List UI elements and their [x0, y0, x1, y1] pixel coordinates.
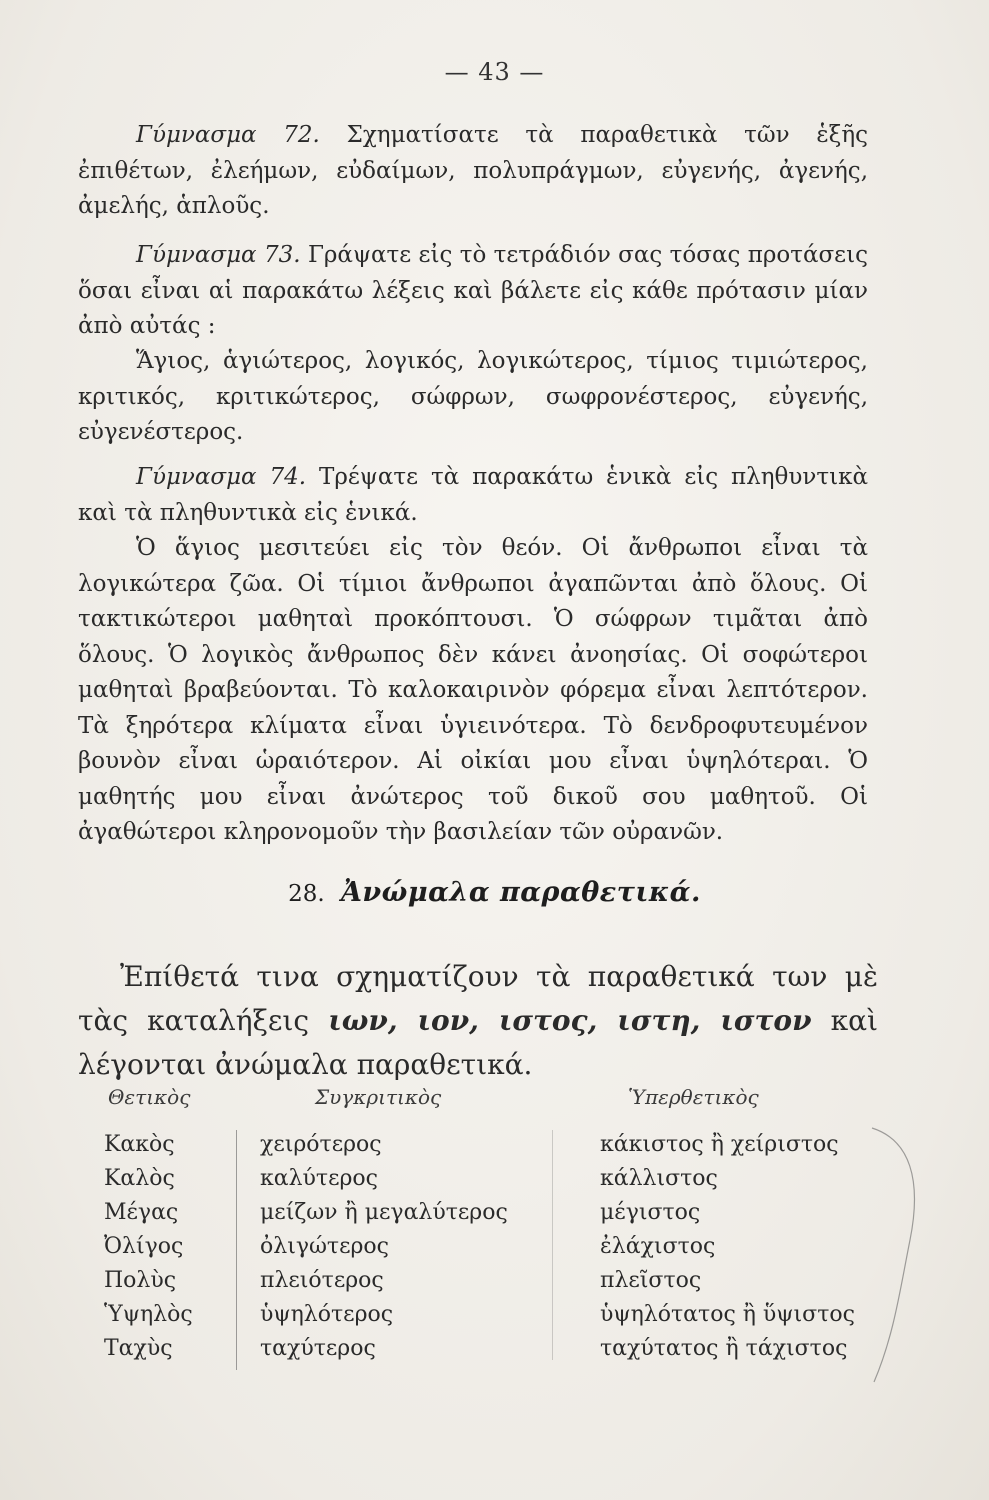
positive-cell: Πολὺς	[104, 1268, 177, 1293]
positive-cell: Μέγας	[104, 1200, 179, 1225]
positive-cell: Ὑψηλὸς	[104, 1302, 193, 1327]
comparative-cell: ὀλιγώτερος	[260, 1234, 389, 1259]
header-comparative: Συγκριτικὸς	[315, 1085, 442, 1109]
positive-cell: Κακὸς	[104, 1132, 175, 1157]
column-divider	[552, 1130, 553, 1360]
section-intro	[78, 955, 878, 1087]
column-divider	[236, 1130, 237, 1370]
positive-cell: Ὀλίγος	[104, 1234, 184, 1259]
exercise-73-title: Γύμνασμα 73.	[136, 242, 301, 268]
exercise-73-words: Ἅγιος, ἁγιώτερος, λογικός, λογικώτερος, τίμιος τιμιώτερος, κριτικός, κριτικώτερος, σώφρων, σωφρονέστερος, εὐγενής, εὐγενέστερος.	[78, 348, 868, 445]
positive-cell: Καλὸς	[104, 1166, 175, 1191]
superlative-cell: ὑψηλότατος ἢ ὕψιστος	[600, 1302, 855, 1327]
page-number: — 43 —	[444, 58, 545, 86]
header-superlative: Ὑπερθετικὸς	[628, 1085, 759, 1109]
superlative-cell: κάλλιστος	[600, 1166, 718, 1191]
exercise-72	[78, 118, 868, 225]
exercise-72-title: Γύμνασμα 72.	[136, 122, 320, 148]
comparative-cell: καλύτερος	[260, 1166, 378, 1191]
comparative-column	[260, 1128, 508, 1366]
header-positive: Θετικὸς	[108, 1085, 191, 1109]
exercise-73-text: Γράψατε εἰς τὸ τετράδιόν σας τόσας προτάσεις ὅσαι εἶναι αἱ παρακάτω λέξεις καὶ βάλετε εἰς κάθε πρότασιν μίαν ἀπὸ αὐτάς :	[78, 242, 868, 339]
superlative-cell: ταχύτατος ἢ τάχιστος	[600, 1336, 848, 1361]
comparative-cell: πλειότερος	[260, 1268, 384, 1293]
exercise-74-title: Γύμνασμα 74.	[136, 464, 307, 490]
superlative-column	[600, 1128, 855, 1366]
exercise-74-sentences: Ὁ ἅγιος μεσιτεύει εἰς τὸν θεόν. Οἱ ἄνθρωποι εἶναι τὰ λογικώτερα ζῶα. Οἱ τίμιοι ἄνθρωποι ἀγαπῶνται ἀπὸ ὅλους. Οἱ τακτικώτεροι μαθηταὶ προκόπτουσι. Ὁ σώφρων τιμᾶται ἀπὸ ὅλους. Ὁ λογικὸς ἄνθρωπος δὲν κάνει ἀνοησίας. Οἱ σοφώτεροι μαθηταὶ βραβεύονται. Τὸ καλοκαιρινὸν φόρεμα εἶναι λεπτότερον. Τὰ ξηρότερα κλίματα εἶναι ὑγιεινότερα. Τὸ δενδροφυτευμένον βουνὸν εἶναι ὡραιότερον. Αἱ οἰκίαι μου εἶναι ὑψηλότεραι. Ὁ μαθητής μου εἶναι ἀνώτερος τοῦ δικοῦ σου μαθητοῦ. Οἱ ἀγαθώτεροι κληρονομοῦν τὴν βασιλείαν τῶν οὐρανῶν.	[78, 535, 868, 845]
exercise-72-text: Σχηματίσατε τὰ παραθετικὰ τῶν ἑξῆς ἐπιθέτων, ἐλεήμων, εὐδαίμων, πολυπράγμων, εὐγενής, ἀγενής, ἀμελής, ἁπλοῦς.	[78, 122, 868, 219]
superlative-cell: μέγιστος	[600, 1200, 701, 1225]
section-title: Ἀνώμαλα παραθετικά.	[340, 877, 701, 908]
section-heading	[0, 877, 989, 908]
comparative-cell: χειρότερος	[260, 1132, 382, 1157]
comparative-cell: μείζων ἢ μεγαλύτερος	[260, 1200, 508, 1225]
intro-text-before: Ἐπίθετά τινα σχηματίζουν τὰ παραθετικά των μὲ τὰς καταλήξεις	[78, 960, 878, 1037]
superlative-cell: ἐλάχιστος	[600, 1234, 716, 1259]
handwritten-bracket-mark	[870, 1120, 930, 1390]
exercise-74-text: Τρέψατε τὰ παρακάτω ἑνικὰ εἰς πληθυντικὰ καὶ τὰ πληθυντικὰ εἰς ἑνικά.	[78, 464, 868, 526]
comparative-cell: ὑψηλότερος	[260, 1302, 394, 1327]
positive-cell: Ταχὺς	[104, 1336, 173, 1361]
exercise-73	[78, 238, 868, 345]
superlative-cell: πλεῖστος	[600, 1268, 702, 1293]
intro-endings: ιων, ιον, ιστος, ιστη, ιστον	[328, 1004, 812, 1037]
section-number: 28.	[288, 881, 325, 907]
intro-text-after: καὶ λέγονται ἀνώμαλα παραθετικά.	[78, 1004, 878, 1081]
comparative-cell: ταχύτερος	[260, 1336, 376, 1361]
superlative-cell: κάκιστος ἢ χείριστος	[600, 1132, 839, 1157]
exercise-74	[78, 460, 868, 531]
positive-column	[104, 1128, 193, 1366]
